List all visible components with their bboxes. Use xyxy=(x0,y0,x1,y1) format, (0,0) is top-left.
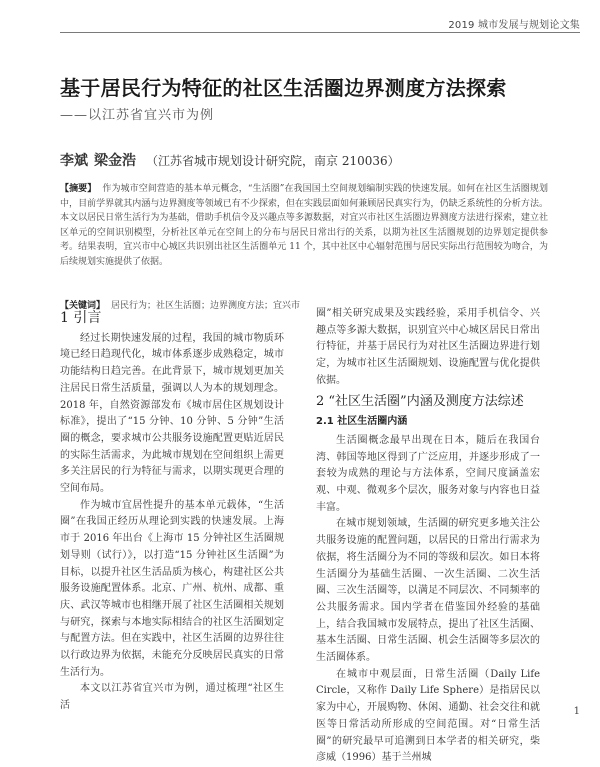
author-name: 梁金浩 xyxy=(94,153,136,169)
author-line xyxy=(60,150,400,170)
abstract-label: 【摘要】 xyxy=(60,184,97,194)
body-paragraph: 在城市中观层面，日常生活圈（Daily Life Circle，又称作 Daily Life Sphere）是指居民以家为中心，开展购物、休闲、通勤、社会交往和就医等日常活动所形成的空间范围。对“日常生活圈”的研究最早可追溯到日本学者的相关研究，柴彦威（1996）基于兰州城 xyxy=(316,668,540,764)
page-number: 1 xyxy=(573,706,580,717)
author-name: 李斌 xyxy=(60,153,88,169)
left-column xyxy=(60,306,284,715)
journal-header: 2019 城市发展与规划论文集 xyxy=(448,20,580,31)
keywords-text: 居民行为；社区生活圈；边界测度方法；宜兴市 xyxy=(111,301,301,311)
affiliation: （江苏省城市规划设计研究院，南京 210036） xyxy=(146,154,400,168)
article-title: 基于居民行为特征的社区生活圈边界测度方法探索 xyxy=(60,76,507,100)
body-paragraph: 圈”相关研究成果及实践经验，采用手机信令、兴趣点等多源大数据，识别宜兴中心城区居民日常出行特征，并基于居民行为对社区生活圈边界进行划定，为城市社区生活圈规划、设施配置与优化提供依据。 xyxy=(316,308,540,386)
header-rule xyxy=(60,32,580,33)
keywords-label: 【关键词】 xyxy=(60,301,106,311)
right-column xyxy=(316,306,540,767)
section-heading: 1 引言 xyxy=(60,310,102,326)
article-subtitle: ——以江苏省宜兴市为例 xyxy=(60,108,215,123)
body-paragraph: 本文以江苏省宜兴市为例，通过梳理“社区生活 xyxy=(60,683,284,712)
subsection-heading: 2.1 社区生活圈内涵 xyxy=(316,416,408,428)
section-heading: 2 “社区生活圈”内涵及测度方法综述 xyxy=(316,393,524,409)
abstract-text: 作为城市空间营造的基本单元概念，“生活圈”在我国国土空间规划编制实践的快速发展。如何在社区生活圈规划中，目前学界就其内涵与边界测度等领域已有不少探索，但在实践层面如何兼顾居民真实行为，仍缺乏系统性的分析方法。本文以居民日常生活行为为基础，借助手机信令及兴趣点等多源数据，对宜兴市社区生活圈边界测度方法进行探索，建立社区单元的空间识别模型，分析社区单元在空间上的分布与居民日常出行的关系，以期为社区生活圈规划的边界划定提供参考。结果表明，宜兴市中心城区共识别出社区生活圈单元 11 个，其中社区中心辐射范围与居民实际出行范围较为吻合，为后续规划实施提供了依据。 xyxy=(60,184,548,267)
body-paragraph: 作为城市宜居性提升的基本单元载体，“生活圈”在我国正经历从理论到实践的快速发展。上海市于 2016 年出台《上海市 15 分钟社区生活圈规划导则（试行）》，以打造“15 分钟社区生活圈”为目标，以提升社区生活品质为核心，构建社区公共服务设施配置体系。北京、广州、杭州、成都、重庆、武汉等城市也相继开展了社区生活圈相关规划与研究，探索与本地实际相结合的社区生活圈划定与配置方法。但在实践中，社区生活圈的边界往往以行政边界为依据，未能充分反映居民真实的日常生活行为。 xyxy=(60,499,284,678)
abstract xyxy=(60,182,548,270)
body-paragraph: 生活圈概念最早出现在日本，随后在我国台湾、韩国等地区得到了广泛应用，并逐步形成了一套较为成熟的理论与方法体系，空间尺度涵盖宏观、中观、微观多个层次，服务对象与内容也日益丰富。 xyxy=(316,434,540,513)
body-paragraph: 在城市规划领域，生活圈的研究更多地关注公共服务设施的配置问题，以居民的日常出行需求为依据，将生活圈分为不同的等级和层次。如日本将生活圈分为基础生活圈、一次生活圈、二次生活圈、三次生活圈等，以满足不同层次、不同频率的公共服务需求。国内学者在借鉴国外经验的基础上，结合我国城市发展特点，提出了社区生活圈、基本生活圈、日常生活圈、机会生活圈等多层次的生活圈体系。 xyxy=(316,518,540,664)
body-paragraph: 经过长期快速发展的过程，我国的城市物质环境已经日趋现代化，城市体系逐步成熟稳定，城市功能结构日趋完善。在此背景下，城市规划更加关注居民日常生活质量，强调以人为本的规划理念。2018 年，自然资源部发布《城市居住区规划设计标准》，提出了“15 分钟、10 分钟、5 分钟”生活圈的概念，要求城市公共服务设施配置更贴近居民的实际生活需求，为此城市规划在空间组织上需更多关注居民的行为特征与需求，以期实现更合理的空间布局。 xyxy=(60,332,284,495)
